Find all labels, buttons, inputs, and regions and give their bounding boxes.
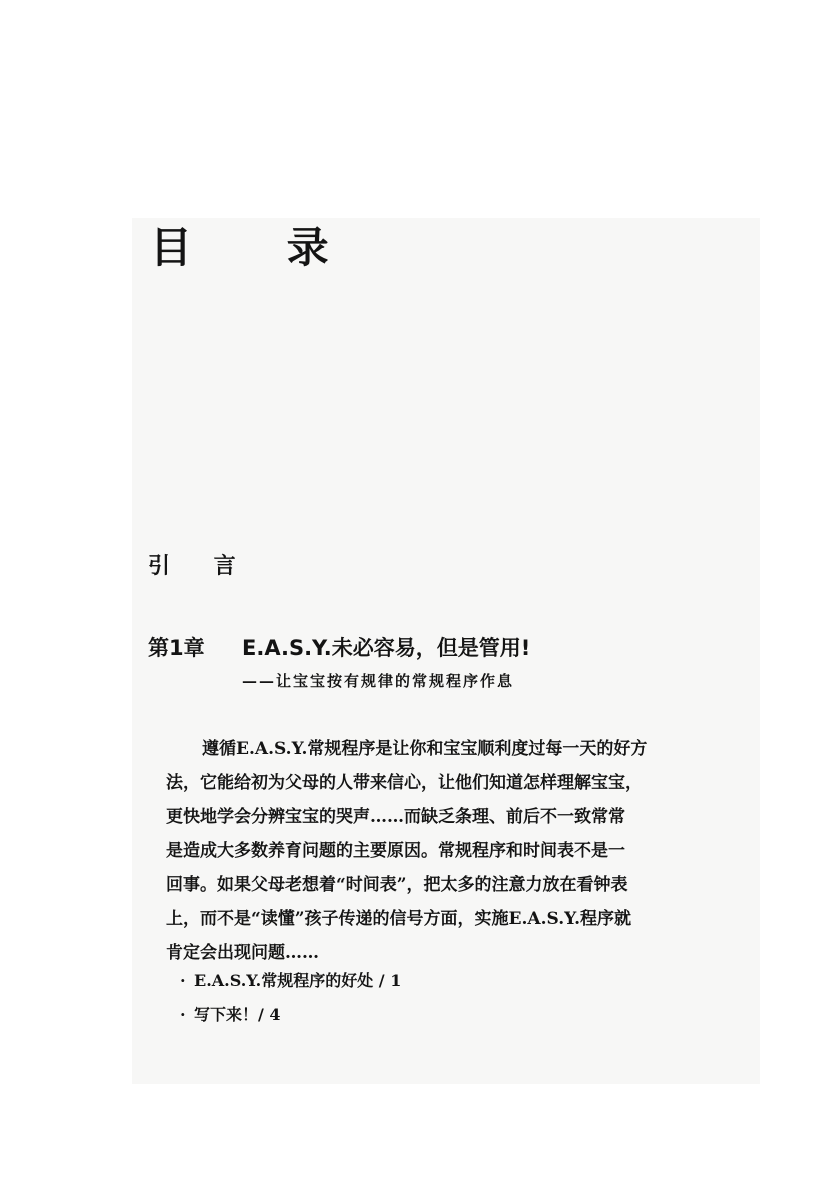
intro-heading: 引 言 [148,554,254,579]
toc-entry-list [180,964,401,1032]
summary-line: 回事。如果父母老想着“时间表”，把太多的注意力放在看钟表 [166,875,628,895]
toc-entry-text: E.A.S.Y.常规程序的好处 / 1 [194,971,402,990]
toc-entry[interactable] [180,998,401,1032]
summary-line: 法，它能给初为父母的人带来信心，让他们知道怎样理解宝宝， [166,773,642,793]
chapter-number: 第1章 [148,636,205,660]
chapter-summary [166,732,766,970]
chapter-heading [148,634,530,662]
summary-line: 遵循E.A.S.Y.常规程序是让你和宝宝顺利度过每一天的好方 [202,739,648,759]
summary-line: 肯定会出现问题…… [166,943,319,963]
toc-entry-text: 写下来！/ 4 [194,1005,281,1024]
bullet-dot-icon: · [180,971,186,990]
summary-line: 更快地学会分辨宝宝的哭声……而缺乏条理、前后不一致常常 [166,807,625,827]
chapter-title: E.A.S.Y.未必容易，但是管用! [242,636,531,660]
chapter-subtitle: ——让宝宝按有规律的常规程序作息 [242,672,515,690]
toc-entry[interactable] [180,964,401,998]
page-title: 目 录 [150,223,369,272]
bullet-dot-icon: · [180,1005,186,1024]
summary-line: 上，而不是“读懂”孩子传递的信号方面，实施E.A.S.Y.程序就 [166,909,631,929]
summary-line: 是造成大多数养育问题的主要原因。常规程序和时间表不是一 [166,841,625,861]
